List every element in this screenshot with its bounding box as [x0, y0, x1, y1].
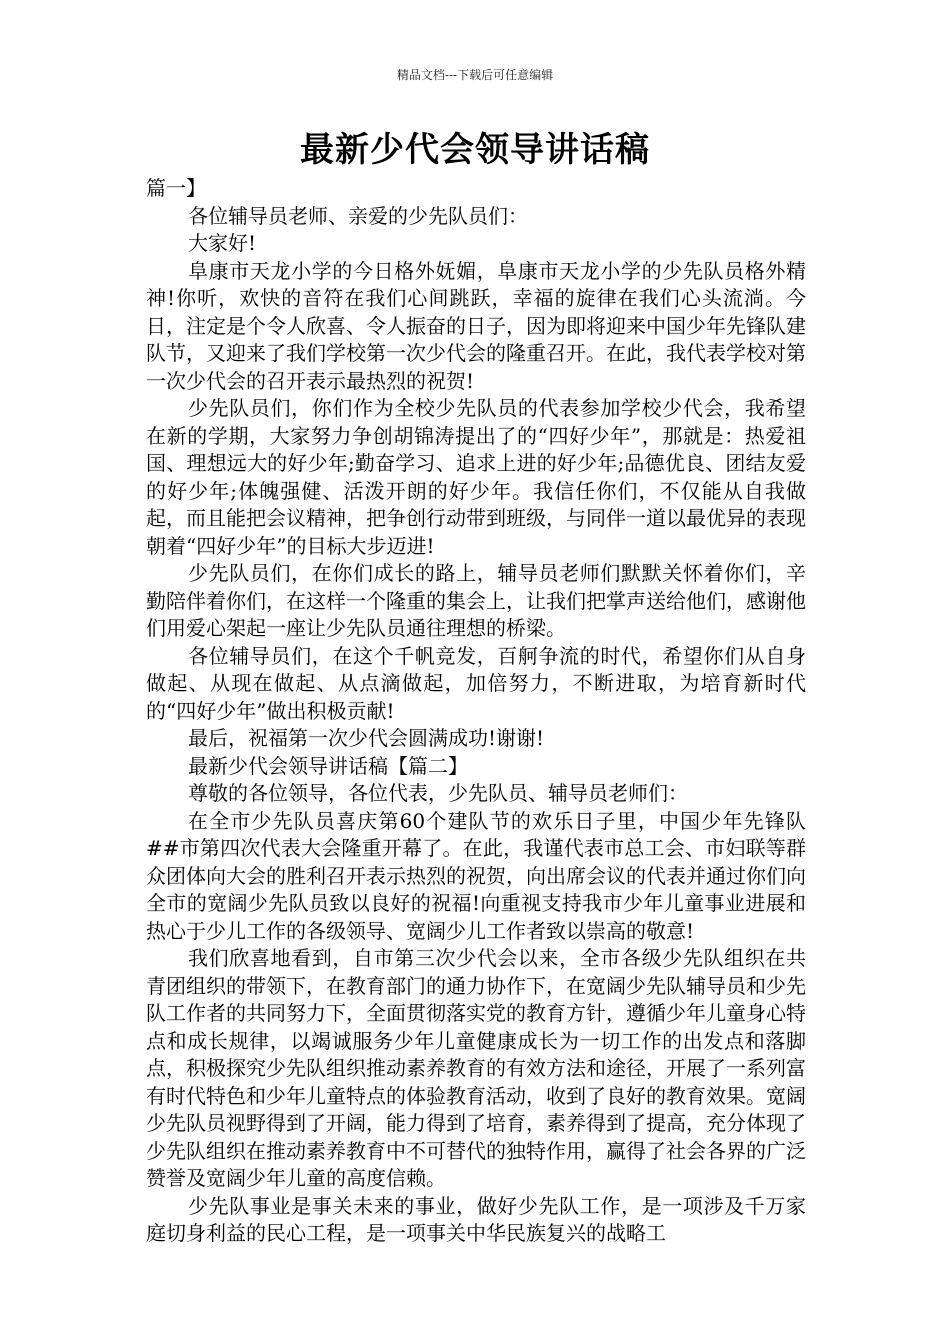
paragraph: 少先队员们，在你们成长的路上，辅导员老师们默默关怀着你们，辛勤陪伴着你们，在这样一个隆重的集会上，让我们把掌声送给他们，感谢他们用爱心架起一座让少先队员通往理想的桥梁。 — [146, 561, 806, 640]
page-title: 最新少代会领导讲话稿 — [300, 130, 650, 170]
section-heading-part-two: 最新少代会领导讲话稿【篇二】 — [188, 753, 468, 778]
paragraph-hello: 大家好! — [188, 231, 257, 255]
paragraph: 少先队事业是事关未来的事业，做好少先队工作，是一项涉及千万家庭切身利益的民心工程，是一项事关中华民族复兴的战略工 — [146, 1193, 806, 1245]
paragraph: 少先队员们，你们作为全校少先队员的代表参加学校少代会，我希望在新的学期，大家努力争创胡锦涛提出了的“四好少年”，那就是：热爱祖国、理想远大的好少年;勤奋学习、追求上进的好少年;品德优良、团结友爱的好少年;体魄强健、活泼开朗的好少年。我信任你们，不仅能从自我做起，而且能把会议精神，把争创行动带到班级，与同伴一道以最优异的表现朝着“四好少年”的目标大步迈进! — [146, 396, 806, 558]
paragraph-greeting: 尊敬的各位领导，各位代表，少先队员、辅导员老师们： — [188, 781, 688, 805]
paragraph-greeting: 各位辅导员老师、亲爱的少先队员们： — [188, 203, 528, 228]
paragraph: 阜康市天龙小学的今日格外妩媚，阜康市天龙小学的少先队员格外精神!你听，欢快的音符在我们心间跳跃，幸福的旋律在我们心头流淌。今日，注定是个令人欣喜、令人振奋的日子，因为即将迎来中国少年先锋队建队节，又迎来了我们学校第一次少代会的隆重召开。在此，我代表学校对第一次少代会的召开表示最热烈的祝贺! — [146, 258, 806, 393]
paragraph: 我们欣喜地看到，自市第三次少代会以来，全市各级少先队组织在共青团组织的带领下，在教育部门的通力协作下，在宽阔少先队辅导员和少先队工作者的共同努力下，全面贯彻落实党的教育方针，遵循少年儿童身心特点和成长规律，以竭诚服务少年儿童健康成长为一切工作的出发点和落脚点，积极探究少先队组织推动素养教育的有效方法和途径，开展了一系列富有时代特色和少年儿童特点的体验教育活动，收到了良好的教育效果。宽阔少先队员视野得到了开阔，能力得到了培育，素养得到了提高，充分体现了少先队组织在推动素养教育中不可替代的独特作用，赢得了社会各界的广泛赞誉及宽阔少年儿童的高度信赖。 — [146, 946, 806, 1190]
document-body — [146, 175, 806, 1248]
header-note: 精品文档---下载后可任意编辑 — [396, 68, 554, 82]
paragraph-closing: 最后，祝福第一次少代会圆满成功!谢谢! — [188, 726, 545, 750]
section-label: 篇一】 — [146, 176, 206, 200]
paragraph: 在全市少先队员喜庆第60个建队节的欢乐日子里，中国少年先锋队##市第四次代表大会隆重开幕了。在此，我谨代表市总工会、市妇联等群众团体向大会的胜利召开表示热烈的祝贺，向出席会议的代表并通过你们向全市的宽阔少先队员致以良好的祝福!向重视支持我市少年儿童事业进展和热心于少儿工作的各级领导、宽阔少儿工作者致以崇高的敬意! — [146, 808, 806, 943]
paragraph: 各位辅导员们，在这个千帆竞发，百舸争流的时代，希望你们从自身做起、从现在做起、从点滴做起，加倍努力，不断进取，为培育新时代的“四好少年”做出积极贡献! — [146, 643, 806, 723]
